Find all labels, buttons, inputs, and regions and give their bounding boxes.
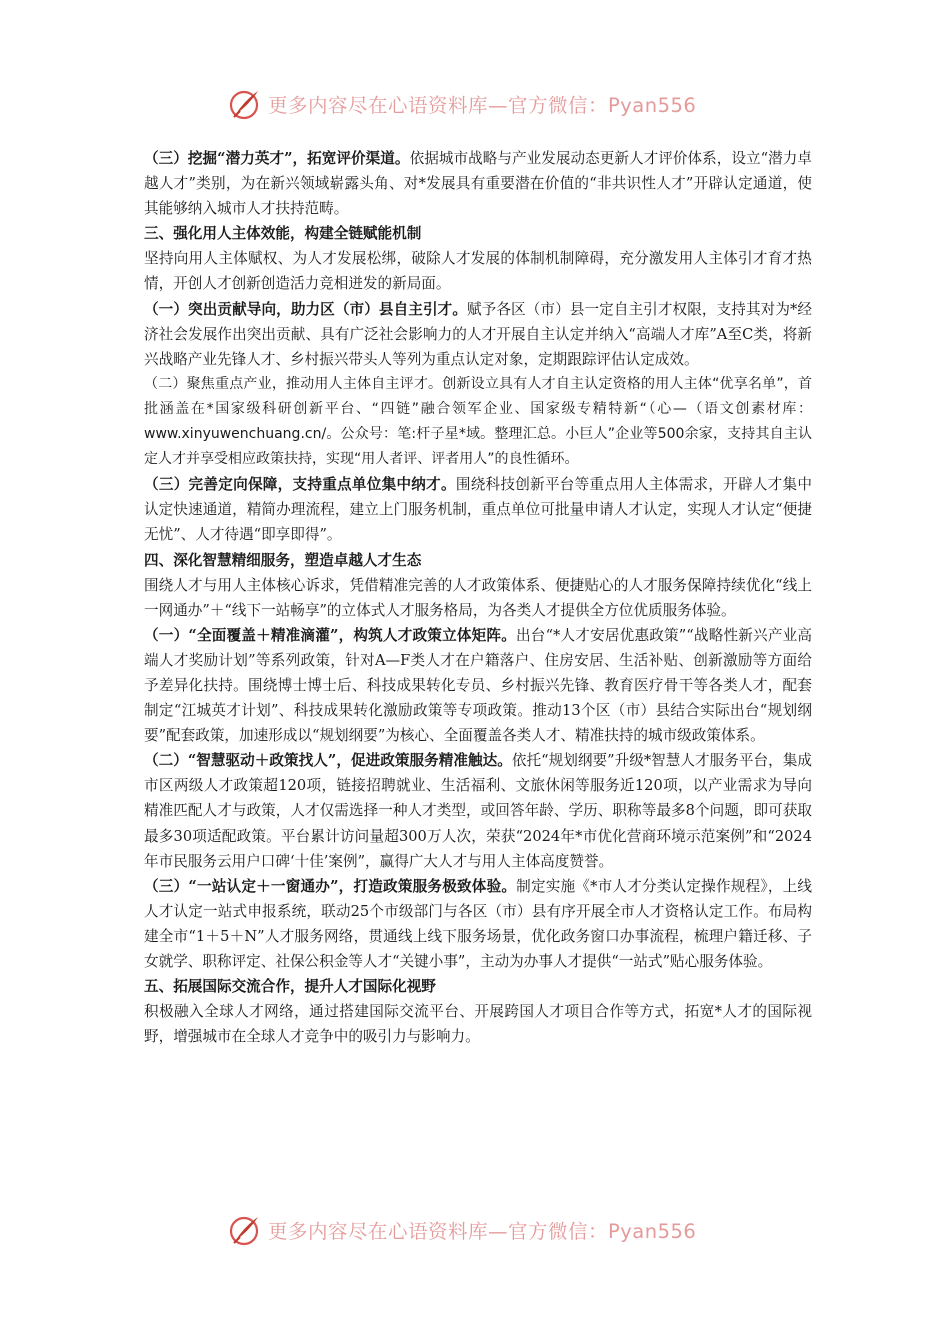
header-banner xyxy=(228,86,728,122)
paragraph: 坚持向用人主体赋权、为人才发展松绑，破除人才发展的体制机制障碍，充分激发用人主体引才育才热情，开创人才创新创造活力竞相迸发的新局面。 xyxy=(144,250,812,293)
paragraph: （三）完善定向保障，支持重点单位集中纳才。围绕科技创新平台等重点用人主体需求，开辟人才集中认定快速通道，精简办理流程，建立上门服务机制，重点单位可批量申请人才认定，实现人才认定“便捷无忧”、人才待遇“即享即得”。 xyxy=(144,476,812,544)
banner-text: 更多内容尽在心语资料库—官方微信：Pyan556 xyxy=(268,1220,697,1243)
paragraph: （一）“全面覆盖＋精准滴灌”，构筑人才政策立体矩阵。出台“*人才安居优惠政策”“战略性新兴产业高端人才奖励计划”等系列政策，针对A—F类人才在户籍落户、住房安居、生活补贴、创新激励等方面给予差异化扶持。围绕博士博士后、科技成果转化专员、乡村振兴先锋、教育医疗骨干等各类人才，配套制定“江城英才计划”、科技成果转化激励政策等专项政策。推动13个区（市）县结合实际出台“规划纲要”配套政策，加速形成以“规划纲要”为核心、全面覆盖各类人才、精准扶持的城市级政策体系。 xyxy=(144,626,812,745)
banner-text: 更多内容尽在心语资料库—官方微信：Pyan556 xyxy=(268,94,697,117)
document-body xyxy=(144,146,812,1049)
paragraph: （二）聚焦重点产业，推动用人主体自主评才。创新设立具有人才自主认定资格的用人主体“优享名单”，首批涵盖在*国家级科研创新平台、“四链”融合领军企业、国家级专精特新“（心—（语文创素材库：www.xinyuwenchuang.cn/。公众号：笔:杆子星*域。整理汇总。小巨人”企业等500余家，支持其自主认定人才并享受相应政策扶持，实现“用人者评、评者用人”的良性循环。 xyxy=(144,375,812,468)
paragraph: （二）“智慧驱动＋政策找人”，促进政策服务精准触达。依托“规划纲要”升级*智慧人才服务平台，集成市区两级人才政策超120项，链接招聘就业、生活福利、文旅休闲等服务近120项，以产业需求为导向精准匹配人才与政策，人才仅需选择一种人才类型，或回答年龄、学历、职称等最多8个问题，即可获取最多30项适配政策。平台累计访问量超300万人次，荣获“2024年*市优化营商环境示范案例”和“2024年市民服务云用户口碑‘十佳’案例”，赢得广大人才与用人主体高度赞誉。 xyxy=(144,752,812,870)
section-heading: 四、深化智慧精细服务，塑造卓越人才生态 xyxy=(144,551,422,569)
paragraph: （一）突出贡献导向，助力区（市）县自主引才。赋予各区（市）县一定自主引才权限，支持其对为*经济社会发展作出突出贡献、具有广泛社会影响力的人才开展自主认定并纳入“高端人才库”A至C类，将新兴战略产业先锋人才、乡村振兴带头人等列为重点认定对象，定期跟踪评估认定成效。 xyxy=(144,300,812,368)
footer-banner xyxy=(228,1212,728,1248)
section-heading: 五、拓展国际交流合作，提升人才国际化视野 xyxy=(144,978,436,996)
paragraph: （三）“一站认定＋一窗通办”，打造政策服务极致体验。制定实施《*市人才分类认定操作规程》，上线人才认定一站式申报系统，联动25个市级部门与各区（市）县有序开展全市人才资格认定工作。布局构建全市“1＋5＋N”人才服务网络，贯通线上线下服务场景，优化政务窗口办事流程，梳理户籍迁移、子女就学、职称评定、社保公积金等人才“关键小事”，主动为办事人才提供“一站式”贴心服务体验。 xyxy=(144,877,812,970)
paragraph: （三）挖掘“潜力英才”，拓宽评价渠道。依据城市战略与产业发展动态更新人才评价体系，设立“潜力卓越人才”类别，为在新兴领域崭露头角、对*发展具有重要潜在价值的“非共识性人才”开辟认定通道，使其能够纳入城市人才扶持范畴。 xyxy=(144,150,813,218)
section-heading: 三、强化用人主体效能，构建全链赋能机制 xyxy=(144,225,422,243)
paragraph: 围绕人才与用人主体核心诉求，凭借精准完善的人才政策体系、便捷贴心的人才服务保障持续优化“线上一网通办”＋“线下一站畅享”的立体式人才服务格局，为各类人才提供全方位优质服务体验。 xyxy=(144,576,812,619)
paragraph: 积极融入全球人才网络，通过搭建国际交流平台、开展跨国人才项目合作等方式，拓宽*人才的国际视野，增强城市在全球人才竞争中的吸引力与影响力。 xyxy=(144,1003,812,1046)
quill-logo-icon xyxy=(228,1213,262,1247)
quill-logo-icon xyxy=(228,87,262,121)
